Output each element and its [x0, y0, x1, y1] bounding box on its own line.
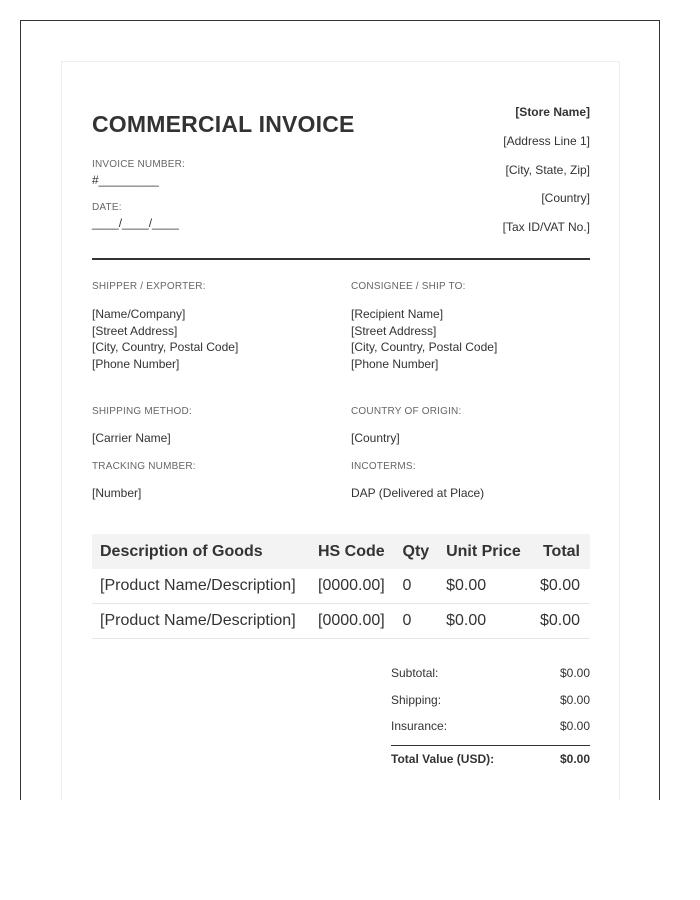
subtotal-value: $0.00 [559, 666, 590, 680]
cell-unit-price: $0.00 [438, 569, 531, 604]
store-tax-id: [Tax ID/VAT No.] [502, 220, 590, 234]
header-total: Total [531, 534, 590, 569]
total-value-row [391, 752, 590, 766]
store-city-state-zip: [City, State, Zip] [505, 163, 590, 177]
consignee-line: [City, Country, Postal Code] [351, 340, 498, 354]
invoice-number-value: #_________ [92, 173, 159, 187]
consignee-line: [Phone Number] [351, 356, 439, 371]
goods-table [92, 534, 590, 639]
cell-qty: 0 [395, 604, 439, 639]
tracking-number-value: [Number] [92, 486, 142, 500]
total-value-label: Total Value (USD): [391, 752, 495, 766]
cell-total: $0.00 [531, 569, 590, 604]
insurance-label: Insurance: [391, 719, 448, 733]
consignee-address [351, 306, 497, 372]
incoterms-value: DAP (Delivered at Place) [351, 486, 485, 500]
total-value-amount: $0.00 [559, 752, 590, 766]
store-address-line1: [Address Line 1] [503, 134, 590, 148]
cell-description: [Product Name/Description] [92, 569, 310, 604]
tracking-number-label: TRACKING NUMBER: [92, 461, 196, 472]
shipping-label: Shipping: [391, 693, 442, 707]
consignee-line: [Recipient Name] [351, 307, 444, 321]
subtotal-label: Subtotal: [391, 666, 439, 680]
date-label: DATE: [92, 202, 122, 213]
cell-hs-code: [0000.00] [310, 569, 395, 604]
table-row [92, 604, 590, 639]
shipper-line: [City, Country, Postal Code] [92, 340, 239, 354]
shipping-method-value: [Carrier Name] [92, 431, 171, 445]
shipper-line: [Street Address] [92, 323, 178, 338]
consignee-line: [Street Address] [351, 323, 437, 338]
consignee-label: CONSIGNEE / SHIP TO: [351, 281, 466, 292]
header-hs-code: HS Code [310, 534, 395, 569]
invoice-number-label: INVOICE NUMBER: [92, 159, 186, 170]
cell-description: [Product Name/Description] [92, 604, 310, 639]
header-unit-price: Unit Price [438, 534, 531, 569]
incoterms-label: INCOTERMS: [351, 461, 416, 472]
cell-total: $0.00 [531, 604, 590, 639]
goods-header-row [92, 534, 590, 569]
shipping-row [391, 693, 590, 707]
header-qty: Qty [395, 534, 439, 569]
insurance-row [391, 719, 590, 733]
cell-unit-price: $0.00 [438, 604, 531, 639]
cell-qty: 0 [395, 569, 439, 604]
subtotal-row [391, 666, 590, 680]
date-value: ____/____/____ [92, 216, 179, 230]
store-name: [Store Name] [515, 105, 590, 119]
shipper-address [92, 306, 238, 372]
store-country: [Country] [541, 191, 590, 205]
country-of-origin-value: [Country] [351, 431, 400, 445]
shipping-value: $0.00 [559, 693, 590, 707]
cell-hs-code: [0000.00] [310, 604, 395, 639]
header-divider [92, 258, 590, 260]
shipper-line: [Name/Company] [92, 307, 186, 321]
shipper-label: SHIPPER / EXPORTER: [92, 281, 206, 292]
insurance-value: $0.00 [559, 719, 590, 733]
summary-divider [391, 745, 590, 746]
header-description: Description of Goods [92, 534, 310, 569]
shipper-line: [Phone Number] [92, 356, 180, 371]
shipping-method-label: SHIPPING METHOD: [92, 406, 192, 417]
country-of-origin-label: COUNTRY OF ORIGIN: [351, 406, 462, 417]
table-row [92, 569, 590, 604]
invoice-title: COMMERCIAL INVOICE [92, 111, 355, 137]
